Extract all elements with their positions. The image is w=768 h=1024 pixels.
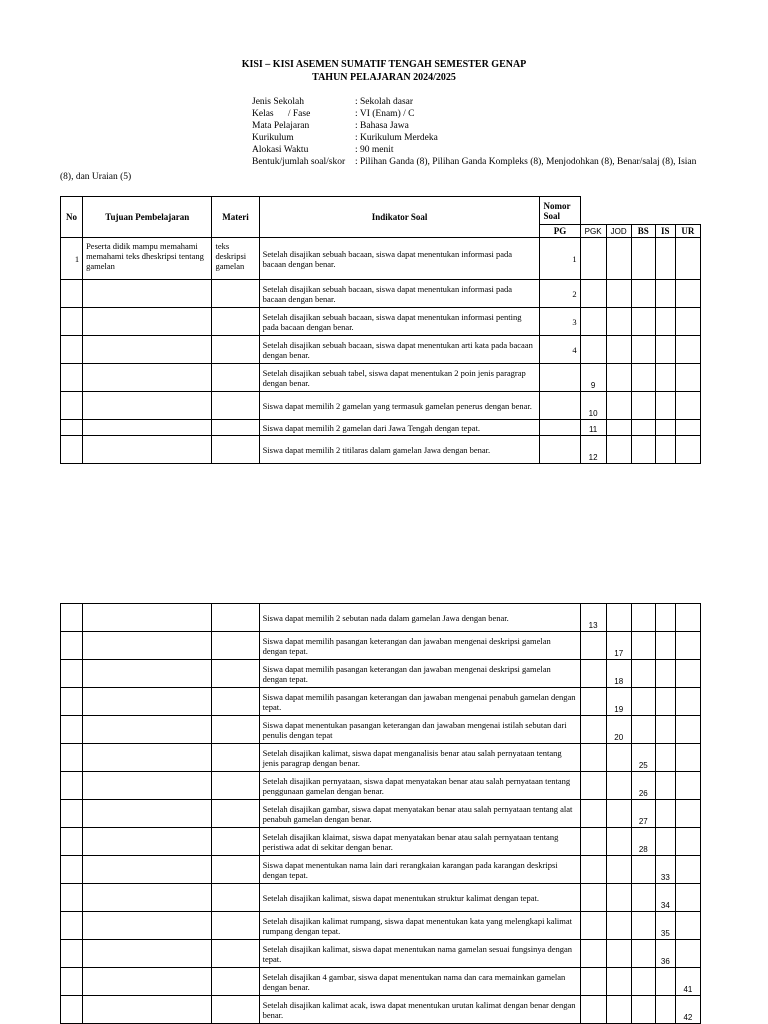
cell-indikator: Setelah disajikan kalimat, siswa dapat menentukan struktur kalimat dengan tepat. — [259, 884, 580, 912]
document-title — [0, 58, 768, 84]
cell-indikator: Setelah disajikan sebuah bacaan, siswa dapat menentukan arti kata pada bacaan dengan benar. — [259, 336, 540, 364]
cell-ur — [675, 828, 700, 856]
info-value: : Pilihan Ganda (8), Pilihan Ganda Kompleks (8), Menjodohkan (8), Benar/salaj (8), Isian — [355, 157, 697, 167]
cell-is — [655, 420, 675, 436]
cell-ur — [675, 884, 700, 912]
header-is: IS — [655, 225, 675, 238]
cell-no — [61, 436, 83, 464]
info-row — [252, 132, 696, 144]
cell-materi — [212, 364, 259, 392]
cell-no — [61, 716, 83, 744]
cell-pg — [540, 436, 580, 464]
cell-bs: 27 — [631, 800, 655, 828]
cell-ur — [675, 688, 700, 716]
cell-no — [61, 632, 83, 660]
table-row — [61, 660, 701, 688]
cell-pgk — [580, 238, 606, 280]
cell-tujuan — [83, 968, 212, 996]
cell-ur: 41 — [675, 968, 700, 996]
cell-jod: 19 — [606, 688, 631, 716]
cell-indikator: Setelah disajikan sebuah tabel, siswa dapat menentukan 2 poin jenis paragrap dengan benar. — [259, 364, 540, 392]
table-row — [61, 436, 701, 464]
cell-tujuan — [83, 436, 212, 464]
cell-pgk — [580, 688, 606, 716]
cell-no — [61, 336, 83, 364]
cell-pgk: 12 — [580, 436, 606, 464]
info-row — [252, 144, 696, 156]
cell-pg: 2 — [540, 280, 580, 308]
cell-tujuan — [83, 392, 212, 420]
header-pgk: PGK — [580, 225, 606, 238]
cell-materi — [212, 660, 259, 688]
table-row — [61, 632, 701, 660]
info-label: Kurikulum — [252, 133, 294, 143]
table-row — [61, 744, 701, 772]
cell-bs: 25 — [631, 744, 655, 772]
cell-pgk: 11 — [580, 420, 606, 436]
info-row — [252, 156, 696, 168]
cell-no — [61, 940, 83, 968]
cell-materi — [212, 884, 259, 912]
cell-pgk: 10 — [580, 392, 606, 420]
title-line-2: TAHUN PELAJARAN 2024/2025 — [312, 72, 456, 83]
cell-no — [61, 828, 83, 856]
cell-pgk — [580, 884, 606, 912]
cell-is — [655, 336, 675, 364]
cell-tujuan — [83, 364, 212, 392]
cell-indikator: Siswa dapat memilih pasangan keterangan dan jawaban mengenai deskripsi gamelan dengan tepat. — [259, 660, 580, 688]
info-block — [252, 96, 696, 168]
cell-no — [61, 800, 83, 828]
cell-pgk: 13 — [580, 604, 606, 632]
cell-tujuan — [83, 632, 212, 660]
cell-tujuan — [83, 828, 212, 856]
info-value: : Sekolah dasar — [355, 97, 414, 107]
cell-bs — [631, 364, 655, 392]
cell-jod — [606, 280, 631, 308]
info-value: : VI (Enam) / C — [355, 109, 415, 119]
info-row — [252, 108, 696, 120]
cell-pgk — [580, 308, 606, 336]
cell-is — [655, 392, 675, 420]
table-row — [61, 912, 701, 940]
cell-is — [655, 744, 675, 772]
table-row — [61, 688, 701, 716]
table-row — [61, 392, 701, 420]
cell-ur — [675, 308, 700, 336]
info-value-continuation: (8), dan Uraian (5) — [60, 172, 132, 182]
cell-materi: teks deskripsi gamelan — [212, 238, 259, 280]
cell-materi — [212, 912, 259, 940]
cell-is — [655, 436, 675, 464]
info-label: Bentuk/jumlah soal/skor — [252, 157, 346, 167]
cell-indikator: Siswa dapat memilih 2 gamelan yang termasuk gamelan penerus dengan benar. — [259, 392, 540, 420]
cell-is: 33 — [655, 856, 675, 884]
table-row — [61, 856, 701, 884]
cell-pgk — [580, 744, 606, 772]
cell-tujuan — [83, 688, 212, 716]
cell-is: 35 — [655, 912, 675, 940]
cell-ur: 42 — [675, 996, 700, 1024]
cell-pgk — [580, 280, 606, 308]
cell-jod — [606, 364, 631, 392]
cell-jod — [606, 884, 631, 912]
cell-pgk — [580, 912, 606, 940]
info-label: Kelas / Fase — [252, 109, 311, 119]
cell-is — [655, 800, 675, 828]
cell-bs — [631, 968, 655, 996]
cell-tujuan — [83, 940, 212, 968]
cell-tujuan — [83, 420, 212, 436]
cell-materi — [212, 772, 259, 800]
table-row — [61, 772, 701, 800]
cell-materi — [212, 308, 259, 336]
table-row — [61, 996, 701, 1024]
cell-indikator: Siswa dapat memilih pasangan keterangan dan jawaban mengenai deskripsi gamelan dengan tepat. — [259, 632, 580, 660]
cell-ur — [675, 660, 700, 688]
cell-indikator: Siswa dapat memilih 2 gamelan dari Jawa Tengah dengan tepat. — [259, 420, 540, 436]
cell-no — [61, 392, 83, 420]
cell-ur — [675, 716, 700, 744]
cell-ur — [675, 912, 700, 940]
info-label: Alokasi Waktu — [252, 145, 309, 155]
table-row — [61, 280, 701, 308]
cell-no — [61, 968, 83, 996]
cell-bs — [631, 436, 655, 464]
cell-ur — [675, 632, 700, 660]
cell-indikator: Siswa dapat memilih pasangan keterangan dan jawaban mengenai penabuh gamelan dengan tepat. — [259, 688, 580, 716]
cell-bs — [631, 856, 655, 884]
cell-jod: 20 — [606, 716, 631, 744]
cell-materi — [212, 392, 259, 420]
cell-ur — [675, 856, 700, 884]
info-row — [252, 120, 696, 132]
cell-indikator: Setelah disajikan sebuah bacaan, siswa dapat menentukan informasi pada bacaan dengan benar. — [259, 238, 540, 280]
cell-bs — [631, 996, 655, 1024]
cell-materi — [212, 632, 259, 660]
header-bs: BS — [631, 225, 655, 238]
cell-bs: 28 — [631, 828, 655, 856]
cell-jod: 18 — [606, 660, 631, 688]
info-label: Jenis Sekolah — [252, 97, 304, 107]
cell-jod — [606, 392, 631, 420]
cell-is — [655, 280, 675, 308]
info-value: : Kurikulum Merdeka — [355, 133, 438, 143]
table-row — [61, 420, 701, 436]
cell-materi — [212, 688, 259, 716]
table-row — [61, 716, 701, 744]
cell-jod — [606, 308, 631, 336]
info-value: : 90 menit — [355, 145, 394, 155]
cell-ur — [675, 436, 700, 464]
cell-indikator: Setelah disajikan kalimat acak, iswa dapat menentukan urutan kalimat dengan benar dengan benar. — [259, 996, 580, 1024]
cell-bs — [631, 940, 655, 968]
cell-jod — [606, 420, 631, 436]
cell-pgk — [580, 828, 606, 856]
cell-no — [61, 884, 83, 912]
header-tujuan: Tujuan Pembelajaran — [83, 197, 212, 238]
info-row — [252, 96, 696, 108]
cell-is — [655, 716, 675, 744]
cell-materi — [212, 828, 259, 856]
cell-is — [655, 660, 675, 688]
cell-ur — [675, 604, 700, 632]
cell-bs — [631, 238, 655, 280]
cell-tujuan — [83, 996, 212, 1024]
cell-tujuan — [83, 604, 212, 632]
cell-indikator: Setelah disajikan 4 gambar, siswa dapat menentukan nama dan cara memainkan gamelan dengan benar. — [259, 968, 580, 996]
cell-pgk: 9 — [580, 364, 606, 392]
table-row — [61, 604, 701, 632]
cell-ur — [675, 800, 700, 828]
cell-pgk — [580, 632, 606, 660]
cell-no — [61, 856, 83, 884]
cell-tujuan — [83, 912, 212, 940]
cell-materi — [212, 800, 259, 828]
header-materi: Materi — [212, 197, 259, 238]
cell-materi — [212, 280, 259, 308]
cell-materi — [212, 420, 259, 436]
cell-no — [61, 912, 83, 940]
cell-pgk — [580, 996, 606, 1024]
cell-is — [655, 238, 675, 280]
table-row — [61, 238, 701, 280]
cell-pg — [540, 392, 580, 420]
table-row — [61, 828, 701, 856]
cell-no — [61, 744, 83, 772]
cell-no — [61, 688, 83, 716]
cell-materi — [212, 744, 259, 772]
cell-bs — [631, 912, 655, 940]
cell-ur — [675, 772, 700, 800]
cell-no: 1 — [61, 238, 83, 280]
table-row — [61, 968, 701, 996]
info-value: : Bahasa Jawa — [355, 121, 409, 131]
cell-pgk — [580, 772, 606, 800]
cell-indikator: Setelah disajikan sebuah bacaan, siswa dapat menentukan informasi pada bacaan dengan benar. — [259, 280, 540, 308]
cell-tujuan — [83, 856, 212, 884]
cell-ur — [675, 420, 700, 436]
table-header-row — [61, 197, 701, 225]
cell-ur — [675, 392, 700, 420]
table-row — [61, 336, 701, 364]
cell-no — [61, 420, 83, 436]
cell-tujuan — [83, 744, 212, 772]
cell-tujuan — [83, 800, 212, 828]
cell-is — [655, 604, 675, 632]
header-no: No — [61, 197, 83, 238]
cell-materi — [212, 996, 259, 1024]
cell-no — [61, 364, 83, 392]
cell-indikator: Setelah disajikan pernyataan, siswa dapat menyatakan benar atau salah pernyataan tentang penggunaan gamelan dengan benar. — [259, 772, 580, 800]
cell-tujuan: Peserta didik mampu memahami memahami teks dheskripsi tentang gamelan — [83, 238, 212, 280]
cell-indikator: Setelah disajikan klaimat, siswa dapat menyatakan benar atau salah pernyataan tentang peristiwa adat di sekitar dengan benar. — [259, 828, 580, 856]
table-row — [61, 308, 701, 336]
cell-pg — [540, 420, 580, 436]
header-ur: UR — [675, 225, 700, 238]
cell-bs — [631, 632, 655, 660]
cell-jod — [606, 772, 631, 800]
cell-materi — [212, 716, 259, 744]
cell-indikator: Setelah disajikan kalimat, siswa dapat menganalisis benar atau salah pernyataan tentang jenis paragrap dengan benar. — [259, 744, 580, 772]
cell-pgk — [580, 660, 606, 688]
cell-materi — [212, 436, 259, 464]
cell-ur — [675, 744, 700, 772]
cell-ur — [675, 238, 700, 280]
cell-tujuan — [83, 884, 212, 912]
cell-jod — [606, 912, 631, 940]
cell-no — [61, 604, 83, 632]
cell-bs — [631, 660, 655, 688]
cell-indikator: Siswa dapat menentukan nama lain dari rerangkaian karangan pada karangan deskripsi dengan tepat. — [259, 856, 580, 884]
cell-bs — [631, 308, 655, 336]
cell-jod — [606, 744, 631, 772]
cell-pgk — [580, 336, 606, 364]
cell-no — [61, 308, 83, 336]
cell-is — [655, 632, 675, 660]
cell-jod — [606, 336, 631, 364]
cell-pg — [540, 364, 580, 392]
cell-is — [655, 996, 675, 1024]
cell-materi — [212, 940, 259, 968]
cell-materi — [212, 336, 259, 364]
cell-is: 36 — [655, 940, 675, 968]
cell-indikator: Setelah disajikan gambar, siswa dapat menyatakan benar atau salah pernyataan tentang alat penabuh gamelan dengan benar. — [259, 800, 580, 828]
cell-pg: 1 — [540, 238, 580, 280]
cell-pgk — [580, 968, 606, 996]
cell-indikator: Siswa dapat memilih 2 titilaras dalam gamelan Jawa dengan benar. — [259, 436, 540, 464]
cell-pgk — [580, 856, 606, 884]
cell-tujuan — [83, 308, 212, 336]
cell-ur — [675, 364, 700, 392]
cell-bs — [631, 688, 655, 716]
title-line-1: KISI – KISI ASEMEN SUMATIF TENGAH SEMESTER GENAP — [241, 59, 527, 70]
table-row — [61, 940, 701, 968]
cell-tujuan — [83, 716, 212, 744]
header-pg: PG — [540, 225, 580, 238]
cell-bs — [631, 884, 655, 912]
cell-pgk — [580, 716, 606, 744]
cell-jod — [606, 604, 631, 632]
cell-jod — [606, 828, 631, 856]
cell-bs — [631, 392, 655, 420]
cell-pgk — [580, 940, 606, 968]
cell-pg: 3 — [540, 308, 580, 336]
cell-jod: 17 — [606, 632, 631, 660]
cell-indikator: Setelah disajikan kalimat rumpang, siswa dapat menentukan kata yang melengkapi kalimat rumpang dengan tepat. — [259, 912, 580, 940]
table-row — [61, 884, 701, 912]
cell-materi — [212, 604, 259, 632]
cell-is — [655, 968, 675, 996]
cell-bs — [631, 280, 655, 308]
cell-jod — [606, 996, 631, 1024]
cell-bs — [631, 716, 655, 744]
cell-pgk — [580, 800, 606, 828]
cell-no — [61, 280, 83, 308]
cell-tujuan — [83, 336, 212, 364]
kisi-table-page-2 — [60, 603, 701, 1024]
cell-no — [61, 996, 83, 1024]
cell-jod — [606, 968, 631, 996]
header-nomor-soal: Nomor Soal — [540, 197, 580, 225]
cell-tujuan — [83, 772, 212, 800]
cell-pg: 4 — [540, 336, 580, 364]
cell-jod — [606, 238, 631, 280]
cell-materi — [212, 968, 259, 996]
cell-is — [655, 688, 675, 716]
cell-indikator: Setelah disajikan sebuah bacaan, siswa dapat menentukan informasi penting pada bacaan dengan benar. — [259, 308, 540, 336]
cell-tujuan — [83, 280, 212, 308]
cell-jod — [606, 436, 631, 464]
cell-bs — [631, 336, 655, 364]
header-spacer — [580, 197, 700, 225]
header-indikator: Indikator Soal — [259, 197, 540, 238]
cell-ur — [675, 280, 700, 308]
cell-no — [61, 772, 83, 800]
cell-indikator: Siswa dapat memilih 2 sebutan nada dalam gamelan Jawa dengan benar. — [259, 604, 580, 632]
cell-tujuan — [83, 660, 212, 688]
cell-no — [61, 660, 83, 688]
cell-jod — [606, 940, 631, 968]
kisi-table-page-1 — [60, 196, 701, 464]
cell-bs — [631, 604, 655, 632]
header-jod: JOD — [606, 225, 631, 238]
cell-ur — [675, 336, 700, 364]
cell-indikator: Siswa dapat menentukan pasangan keterangan dan jawaban mengenai istilah sebutan dari penulis dengan tepat — [259, 716, 580, 744]
cell-indikator: Setelah disajikan kalimat, siswa dapat menentukan nama gamelan sesuai fungsinya dengan tepat. — [259, 940, 580, 968]
cell-jod — [606, 800, 631, 828]
cell-ur — [675, 940, 700, 968]
cell-is — [655, 828, 675, 856]
table-row — [61, 800, 701, 828]
info-label: Mata Pelajaran — [252, 121, 310, 131]
cell-bs — [631, 420, 655, 436]
table-row — [61, 364, 701, 392]
cell-jod — [606, 856, 631, 884]
cell-is — [655, 364, 675, 392]
cell-is — [655, 772, 675, 800]
cell-is — [655, 308, 675, 336]
cell-bs: 26 — [631, 772, 655, 800]
cell-is: 34 — [655, 884, 675, 912]
cell-materi — [212, 856, 259, 884]
